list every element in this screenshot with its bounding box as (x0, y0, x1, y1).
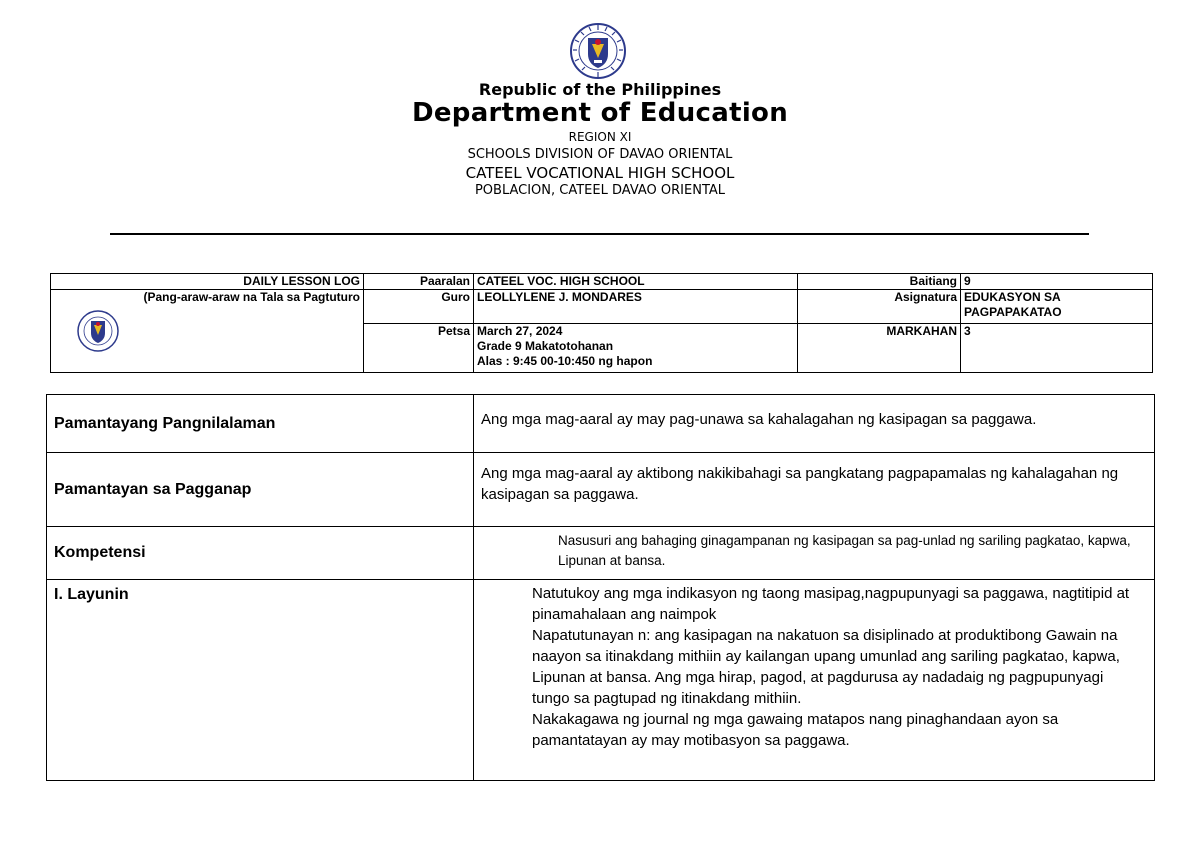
layunin-row (47, 580, 1155, 781)
asignatura-value-line-1: EDUKASYON SA (964, 290, 1061, 304)
asignatura-value-cell (961, 290, 1153, 324)
layunin-paragraph-2: Napatutunayan n: ang kasipagan na nakatuon sa disiplinado at produktibong Gawain na naayon sa itinakdang mithiin ay kailangan upang umunlad ang sariling pagkatao, kapwa, Lipunan at bansa. Ang mga hirap, pagod, at pagdurusa ay nadadaig ng pagpupunyagi tungo sa pagtupad ng itinakdang mithiin. (532, 627, 1120, 707)
info-row-2 (51, 290, 1153, 324)
kompetensi-row (47, 527, 1155, 580)
pagganap-label: Pamantayan sa Pagganap (47, 453, 474, 527)
kompetensi-label: Kompetensi (47, 527, 474, 580)
school-text: CATEEL VOCATIONAL HIGH SCHOOL (465, 164, 735, 182)
markahan-label: MARKAHAN (798, 324, 961, 373)
paaralan-value: CATEEL VOC. HIGH SCHOOL (474, 274, 798, 290)
layunin-label: I. Layunin (47, 580, 474, 781)
baitang-label: Baitiang (798, 274, 961, 290)
pangnilalaman-label: Pamantayang Pangnilalaman (47, 395, 474, 453)
petsa-date: March 27, 2024 (477, 324, 563, 338)
lesson-info-table (50, 273, 1153, 373)
header-divider (110, 233, 1089, 235)
region-text: REGION XI (568, 130, 632, 144)
baitang-value: 9 (961, 274, 1153, 290)
paaralan-label: Paaralan (364, 274, 474, 290)
pagganap-row (47, 453, 1155, 527)
petsa-label: Petsa (364, 324, 474, 373)
pagganap-text: Ang mga mag-aaral ay aktibong nakikibahagi sa pangkatang pagpapamalas ng kahalagahan ng kasipagan sa paggawa. (474, 453, 1155, 527)
deped-seal-small-logo (74, 309, 122, 353)
kompetensi-text: Nasusuri ang bahaging ginagampanan ng kasipagan sa pag-unlad ng sariling pagkatao, kapwa, Lipunan at bansa. (474, 527, 1155, 580)
info-row-1 (51, 274, 1153, 290)
asignatura-value-line-2: PAGPAPAKATAO (964, 305, 1062, 319)
petsa-time: Alas : 9:45 00-10:450 ng hapon (477, 354, 653, 368)
dll-title: DAILY LESSON LOG (51, 274, 364, 290)
lesson-content-table (46, 394, 1155, 781)
pangnilalaman-text: Ang mga mag-aaral ay may pag-unawa sa kahalagahan ng kasipagan sa paggawa. (474, 395, 1155, 453)
petsa-value-cell (474, 324, 798, 373)
guro-value: LEOLLYLENE J. MONDARES (474, 290, 798, 324)
markahan-value: 3 (961, 324, 1153, 373)
layunin-paragraph-3: Nakakagawa ng journal ng mga gawaing matapos nang pinaghandaan ayon sa pamantatayan ay may motibasyon sa paggawa. (532, 711, 1059, 749)
guro-label: Guro (364, 290, 474, 324)
republic-heading: Republic of the Philippines (478, 80, 722, 99)
dll-subtitle: (Pang-araw-araw na Tala sa Pagtuturo (143, 290, 360, 304)
asignatura-label: Asignatura (798, 290, 961, 324)
division-text: SCHOOLS DIVISION OF DAVAO ORIENTAL (467, 147, 733, 162)
layunin-cell (474, 580, 1155, 781)
address-text: POBLACION, CATEEL DAVAO ORIENTAL (474, 183, 726, 198)
department-heading: Department of Education (411, 98, 789, 128)
dll-subtitle-cell (51, 290, 364, 373)
petsa-section: Grade 9 Makatotohanan (477, 339, 614, 353)
deped-seal-logo (566, 22, 630, 80)
pangnilalaman-row (47, 395, 1155, 453)
layunin-paragraph-1: Natutukoy ang mga indikasyon ng taong masipag,nagpupunyagi sa paggawa, nagtitipid at pinamahalaan ang naimpok (532, 585, 1130, 623)
